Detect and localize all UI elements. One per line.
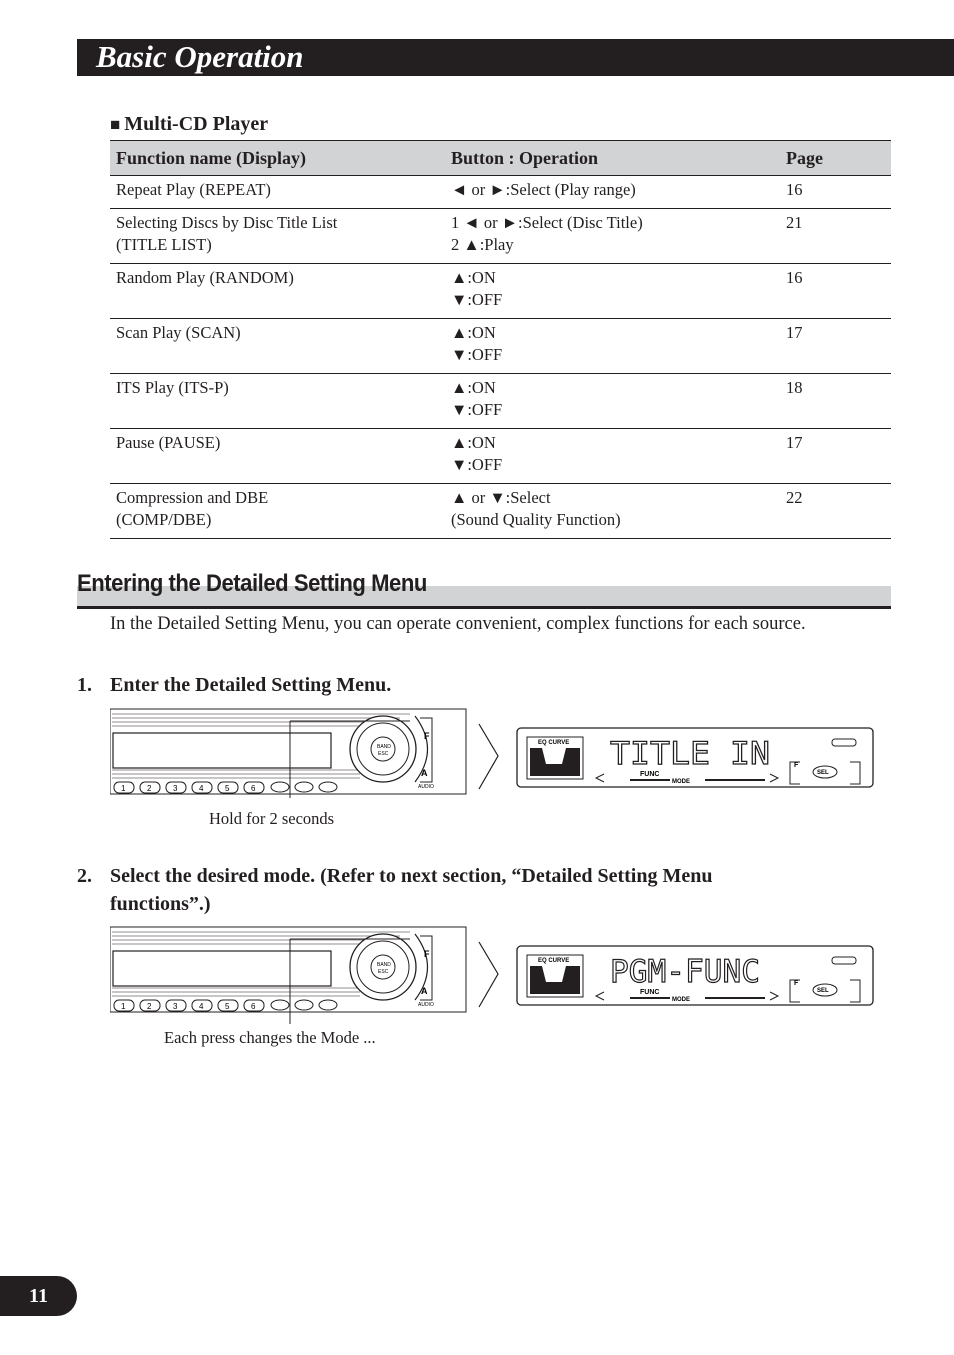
step-text-continued: functions”.)	[110, 893, 211, 915]
page-cell	[780, 429, 891, 484]
page-cell	[780, 374, 891, 429]
lcd-text: TITLE IN	[610, 736, 770, 772]
page-cell	[780, 176, 891, 209]
a-button-label: A	[421, 768, 428, 778]
table-heading	[110, 113, 268, 136]
esc-label: ESC	[378, 751, 389, 757]
page-cell	[780, 264, 891, 319]
sel-label: SEL	[817, 988, 829, 994]
function-name-cell	[110, 209, 445, 264]
table-row	[110, 264, 891, 319]
function-name-cell-line: (COMP/DBE)	[116, 510, 212, 529]
page-cell	[780, 484, 891, 539]
step-text: Select the desired mode. (Refer to next section, “Detailed Setting Menu	[110, 865, 713, 887]
esc-label: ESC	[378, 969, 389, 975]
operation-cell	[445, 209, 780, 264]
eq-curve-label: EQ CURVE	[538, 958, 570, 964]
function-name-cell-line: Random Play (RANDOM)	[116, 268, 294, 287]
column-header: Page	[780, 141, 891, 176]
page-cell-line: 16	[786, 268, 803, 287]
operation-cell-line: 2 ▲:Play	[451, 235, 514, 254]
preset-label: 3	[173, 784, 178, 793]
operation-cell-line: ▼:OFF	[451, 290, 503, 309]
preset-label: 1	[121, 1002, 126, 1011]
operation-cell	[445, 429, 780, 484]
page-header	[77, 39, 954, 76]
section-title: Entering the Detailed Setting Menu	[77, 570, 427, 597]
table-heading-text: Multi-CD Player	[124, 113, 269, 135]
operation-cell-line: ▲ or ▼:Select	[451, 488, 551, 507]
page-cell-line: 16	[786, 180, 803, 199]
round-button	[319, 1000, 337, 1010]
a-button-label: A	[421, 986, 428, 996]
mode-label: MODE	[672, 997, 690, 1003]
operation-cell-line: ▲:ON	[451, 323, 496, 342]
step-text: Enter the Detailed Setting Menu.	[110, 674, 392, 696]
table-row	[110, 176, 891, 209]
preset-label: 3	[173, 1002, 178, 1011]
operation-cell-line: ▼:OFF	[451, 455, 503, 474]
function-name-cell	[110, 484, 445, 539]
sel-label: SEL	[817, 770, 829, 776]
chevron-right-icon	[479, 942, 498, 1007]
function-name-cell	[110, 264, 445, 319]
function-name-cell-line: ITS Play (ITS-P)	[116, 378, 229, 397]
f-button-label: F	[424, 731, 430, 741]
round-button	[271, 782, 289, 792]
operation-cell	[445, 484, 780, 539]
step-number: 2.	[77, 865, 92, 887]
round-button	[271, 1000, 289, 1010]
lcd-display	[517, 946, 873, 1005]
operation-cell	[445, 176, 780, 209]
chevron-right-icon	[479, 724, 498, 789]
step-2	[77, 862, 857, 918]
round-button	[319, 782, 337, 792]
function-name-cell	[110, 319, 445, 374]
table-row	[110, 319, 891, 374]
preset-label: 4	[199, 784, 204, 793]
band-label: BAND	[377, 744, 391, 750]
step-1	[77, 671, 391, 699]
operation-cell-line: ▼:OFF	[451, 400, 503, 419]
preset-label: 6	[251, 1002, 256, 1011]
page-number: 11	[0, 1276, 77, 1316]
eq-curve-label: EQ CURVE	[538, 740, 570, 746]
operation-cell-line: 1 ◄ or ►:Select (Disc Title)	[451, 213, 643, 232]
function-name-cell-line: Compression and DBE	[116, 488, 269, 507]
operation-cell	[445, 264, 780, 319]
operation-cell-line: (Sound Quality Function)	[451, 510, 621, 529]
function-name-cell	[110, 429, 445, 484]
audio-label: AUDIO	[418, 784, 434, 790]
head-unit-illustration	[110, 924, 880, 1028]
square-bullet-icon: ■	[110, 115, 121, 134]
step-number: 1.	[77, 674, 92, 696]
function-name-cell-line: Selecting Discs by Disc Title List	[116, 213, 338, 232]
function-name-cell-line: Pause (PAUSE)	[116, 433, 221, 452]
table-row	[110, 429, 891, 484]
head-unit-panel	[110, 709, 466, 794]
operation-cell	[445, 319, 780, 374]
page-cell-line: 17	[786, 433, 803, 452]
audio-label: AUDIO	[418, 1002, 434, 1008]
preset-label: 2	[147, 1002, 152, 1011]
lcd-display	[517, 728, 873, 787]
f-button-label: F	[424, 949, 430, 959]
function-table	[110, 140, 891, 539]
round-button	[295, 782, 313, 792]
operation-cell-line: ▼:OFF	[451, 345, 503, 364]
page-cell	[780, 319, 891, 374]
lcd-f-label: F	[794, 980, 799, 987]
table-row	[110, 374, 891, 429]
function-name-cell	[110, 374, 445, 429]
round-button	[295, 1000, 313, 1010]
table-row	[110, 209, 891, 264]
mode-label: MODE	[672, 779, 690, 785]
preset-label: 2	[147, 784, 152, 793]
lcd-f-label: F	[794, 762, 799, 769]
preset-label: 6	[251, 784, 256, 793]
preset-label: 5	[225, 1002, 230, 1011]
operation-cell-line: ◄ or ►:Select (Play range)	[451, 180, 636, 199]
intro-paragraph: In the Detailed Setting Menu, you can operate convenient, complex functions for each source.	[110, 614, 806, 634]
preset-label: 1	[121, 784, 126, 793]
function-name-cell-line: Repeat Play (REPEAT)	[116, 180, 271, 199]
preset-label: 4	[199, 1002, 204, 1011]
page-cell-line: 17	[786, 323, 803, 342]
operation-cell	[445, 374, 780, 429]
band-label: BAND	[377, 962, 391, 968]
figure-caption: Each press changes the Mode ...	[164, 1028, 376, 1047]
function-name-cell-line: Scan Play (SCAN)	[116, 323, 241, 342]
function-name-cell-line: (TITLE LIST)	[116, 235, 212, 254]
head-unit-illustration	[110, 706, 880, 798]
table-header-row	[110, 141, 891, 176]
column-header: Button : Operation	[445, 141, 780, 176]
page-cell-line: 22	[786, 488, 803, 507]
function-name-cell	[110, 176, 445, 209]
func-label: FUNC	[640, 771, 660, 778]
table-row	[110, 484, 891, 539]
func-label: FUNC	[640, 989, 660, 996]
operation-cell-line: ▲:ON	[451, 378, 496, 397]
operation-cell-line: ▲:ON	[451, 268, 496, 287]
column-header: Function name (Display)	[110, 141, 445, 176]
page-cell	[780, 209, 891, 264]
page-cell-line: 18	[786, 378, 803, 397]
page-header-title: Basic Operation	[96, 39, 304, 74]
head-unit-panel	[110, 927, 466, 1012]
page-cell-line: 21	[786, 213, 803, 232]
preset-label: 5	[225, 784, 230, 793]
figure-caption: Hold for 2 seconds	[209, 809, 335, 828]
operation-cell-line: ▲:ON	[451, 433, 496, 452]
lcd-text: PGM-FUNC	[610, 954, 760, 990]
